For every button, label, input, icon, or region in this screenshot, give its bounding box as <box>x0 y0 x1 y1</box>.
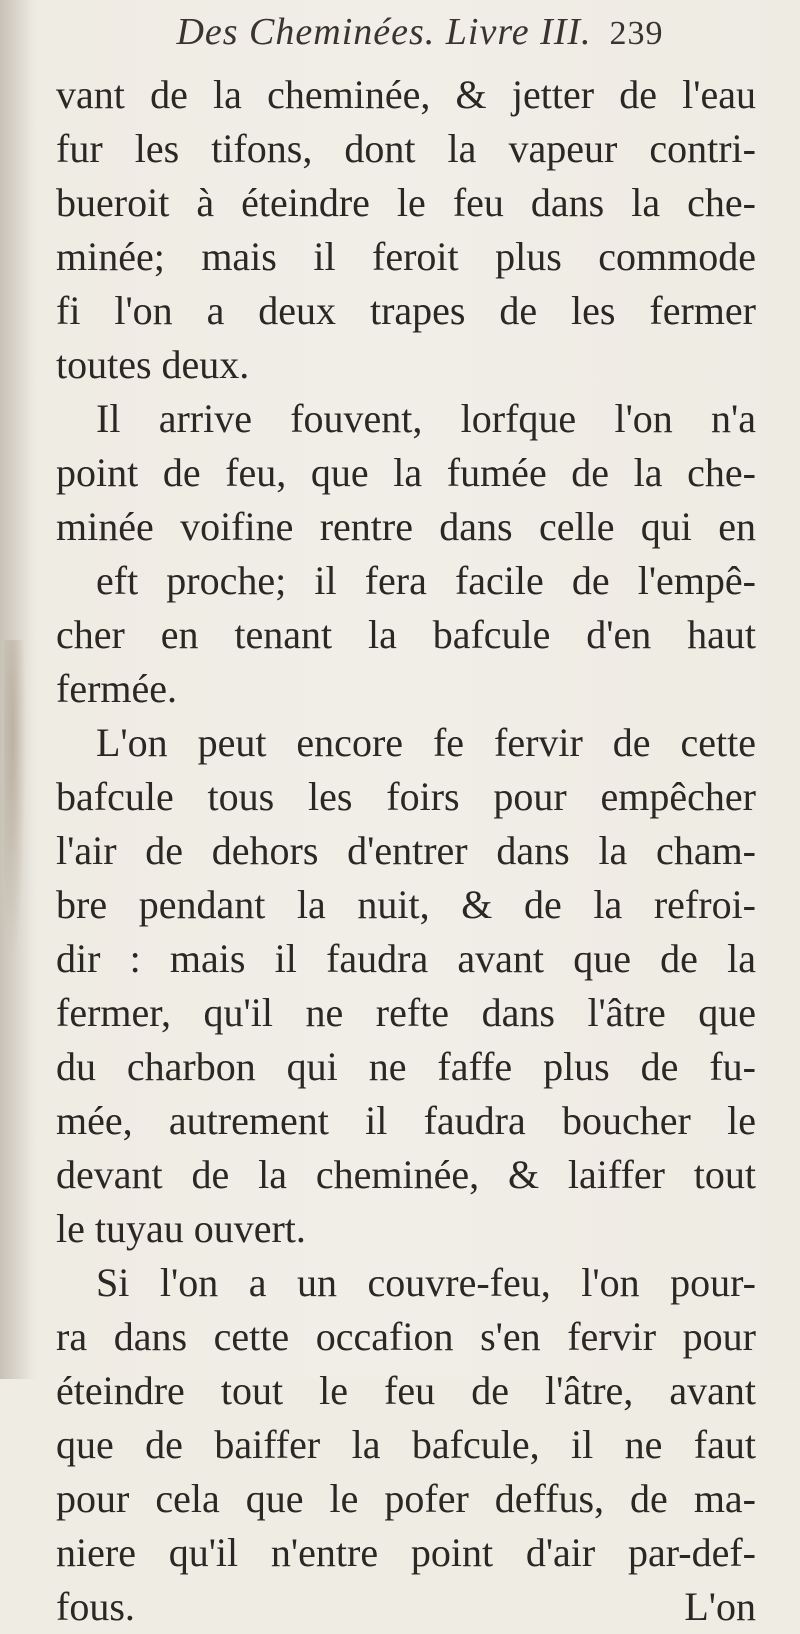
running-title: Des Cheminées. Livre III. <box>176 11 592 53</box>
text-line: eft proche; il fera facile de l'empê- <box>96 558 756 603</box>
catchword: L'on <box>684 1584 756 1629</box>
text-line: le tuyau ouvert. <box>56 1206 306 1251</box>
paragraph-start-line: Si l'on a un couvre-feu, l'on pour- <box>96 1260 756 1305</box>
final-word: fous. <box>56 1584 135 1629</box>
margin-stain <box>4 640 26 960</box>
paragraph-start-line: Il arrive fouvent, lorfque l'on n'a <box>96 396 756 441</box>
text-line: niere qu'il n'entre point d'air par-def- <box>56 1530 756 1575</box>
text-line: mée, autrement il faudra boucher le <box>56 1098 756 1143</box>
text-line: point de feu, que la fumée de la che- <box>56 450 756 495</box>
text-line: que de baiffer la bafcule, il ne faut <box>56 1422 756 1467</box>
body-text <box>56 68 756 1634</box>
text-line: dir : mais il faudra avant que de la <box>56 936 756 981</box>
text-line: fur les tifons, dont la vapeur contri- <box>56 126 756 171</box>
text-line: du charbon qui ne faffe plus de fu- <box>56 1044 756 1089</box>
page-number: 239 <box>609 15 664 52</box>
text-line: minée voifine rentre dans celle qui en <box>56 504 756 549</box>
catchword-line <box>56 1580 756 1634</box>
running-header <box>70 10 770 68</box>
text-line: l'air de dehors d'entrer dans la cham- <box>56 828 756 873</box>
text-line: fermée. <box>56 666 178 711</box>
text-line: pour cela que le pofer deffus, de ma- <box>56 1476 756 1521</box>
text-line: bafcule tous les foirs pour empêcher <box>56 774 756 819</box>
text-line: fi l'on a deux trapes de les fermer <box>56 288 756 333</box>
text-line: toutes deux. <box>56 342 250 387</box>
text-line: devant de la cheminée, & laiffer tout <box>56 1152 756 1197</box>
paragraph-start-line: L'on peut encore fe fervir de cette <box>96 720 756 765</box>
text-line: éteindre tout le feu de l'âtre, avant <box>56 1368 756 1413</box>
text-line: fermer, qu'il ne refte dans l'âtre que <box>56 990 756 1035</box>
text-line: ra dans cette occafion s'en fervir pour <box>56 1314 756 1359</box>
text-line: vant de la cheminée, & jetter de l'eau <box>56 72 756 117</box>
text-line: bre pendant la nuit, & de la refroi- <box>56 882 756 927</box>
text-line: cher en tenant la bafcule d'en haut <box>56 612 756 657</box>
text-line: minée; mais il feroit plus commode <box>56 234 756 279</box>
text-line: bueroit à éteindre le feu dans la che- <box>56 180 756 225</box>
